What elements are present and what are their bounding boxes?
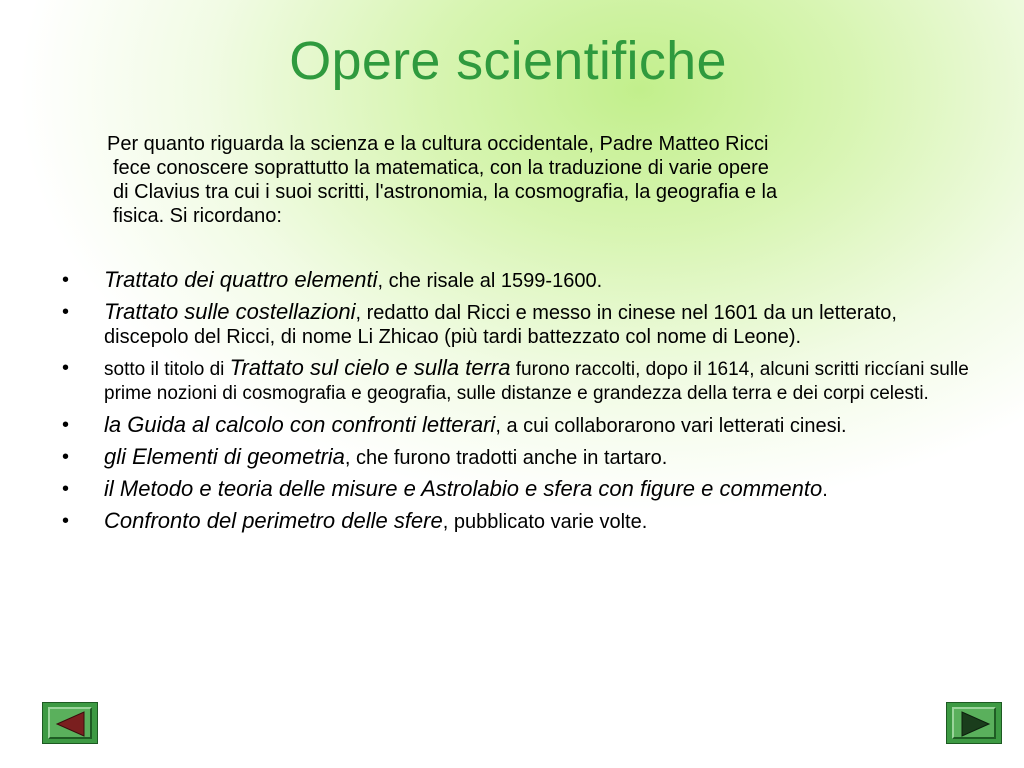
work-title: Trattato sulle costellazioni bbox=[104, 299, 356, 324]
work-title: Confronto del perimetro delle sfere bbox=[104, 508, 443, 533]
work-title: gli Elementi di geometria bbox=[104, 444, 345, 469]
intro-paragraph bbox=[95, 132, 975, 228]
bullet: • bbox=[62, 414, 70, 436]
works-list bbox=[60, 268, 980, 541]
previous-slide-button[interactable] bbox=[42, 702, 98, 744]
bullet: • bbox=[62, 446, 70, 468]
list-item bbox=[60, 413, 980, 438]
next-slide-button[interactable] bbox=[946, 702, 1002, 744]
list-item bbox=[60, 268, 980, 293]
intro-line: di Clavius tra cui i suoi scritti, l'astronomia, la cosmografia, la geografia e la bbox=[113, 181, 778, 203]
bullet: • bbox=[62, 269, 70, 291]
work-description: , che furono tradotti anche in tartaro. bbox=[344, 447, 668, 469]
work-title: il Metodo e teoria delle misure e Astrolabio e sfera con figure e commento bbox=[104, 476, 823, 501]
work-prefix: sotto il titolo di bbox=[104, 359, 230, 380]
bullet: • bbox=[62, 301, 70, 323]
list-item bbox=[60, 477, 980, 502]
work-description: , pubblicato varie volte. bbox=[442, 511, 648, 533]
intro-line: Per quanto riguarda la scienza e la cultura occidentale, Padre Matteo Ricci bbox=[107, 133, 769, 155]
list-item bbox=[60, 509, 980, 534]
work-description: , che risale al 1599-1600. bbox=[377, 270, 603, 292]
list-item bbox=[60, 445, 980, 470]
triangle-left-icon bbox=[43, 703, 99, 745]
work-description: , redatto dal Ricci e messo in cinese nel 1601 da un letterato, discepolo del Ricci, di nome Li Zhicao (più tardi battezzato col nome di Leone). bbox=[104, 302, 897, 348]
work-description: . bbox=[822, 479, 828, 501]
bullet: • bbox=[62, 357, 70, 379]
slide-title: Opere scientifiche bbox=[289, 31, 727, 91]
work-title: la Guida al calcolo con confronti letterari bbox=[104, 412, 496, 437]
bullet: • bbox=[62, 478, 70, 500]
intro-line: fisica. Si ricordano: bbox=[113, 205, 282, 227]
intro-line: fece conoscere soprattutto la matematica, con la traduzione di varie opere bbox=[113, 157, 769, 179]
work-description: furono raccolti, dopo il 1614, alcuni scritti riccíani sulle prime nozioni di cosmografia e geografia, sulle distanze e grandezza della terra e dei corpi celesti. bbox=[104, 359, 969, 404]
list-item bbox=[60, 356, 980, 406]
work-title: Trattato sul cielo e sulla terra bbox=[229, 355, 511, 380]
triangle-right-icon bbox=[947, 703, 1003, 745]
work-description: , a cui collaborarono vari letterati cinesi. bbox=[495, 415, 847, 437]
list-item bbox=[60, 300, 980, 349]
bullet: • bbox=[62, 510, 70, 532]
work-title: Trattato dei quattro elementi bbox=[104, 267, 378, 292]
